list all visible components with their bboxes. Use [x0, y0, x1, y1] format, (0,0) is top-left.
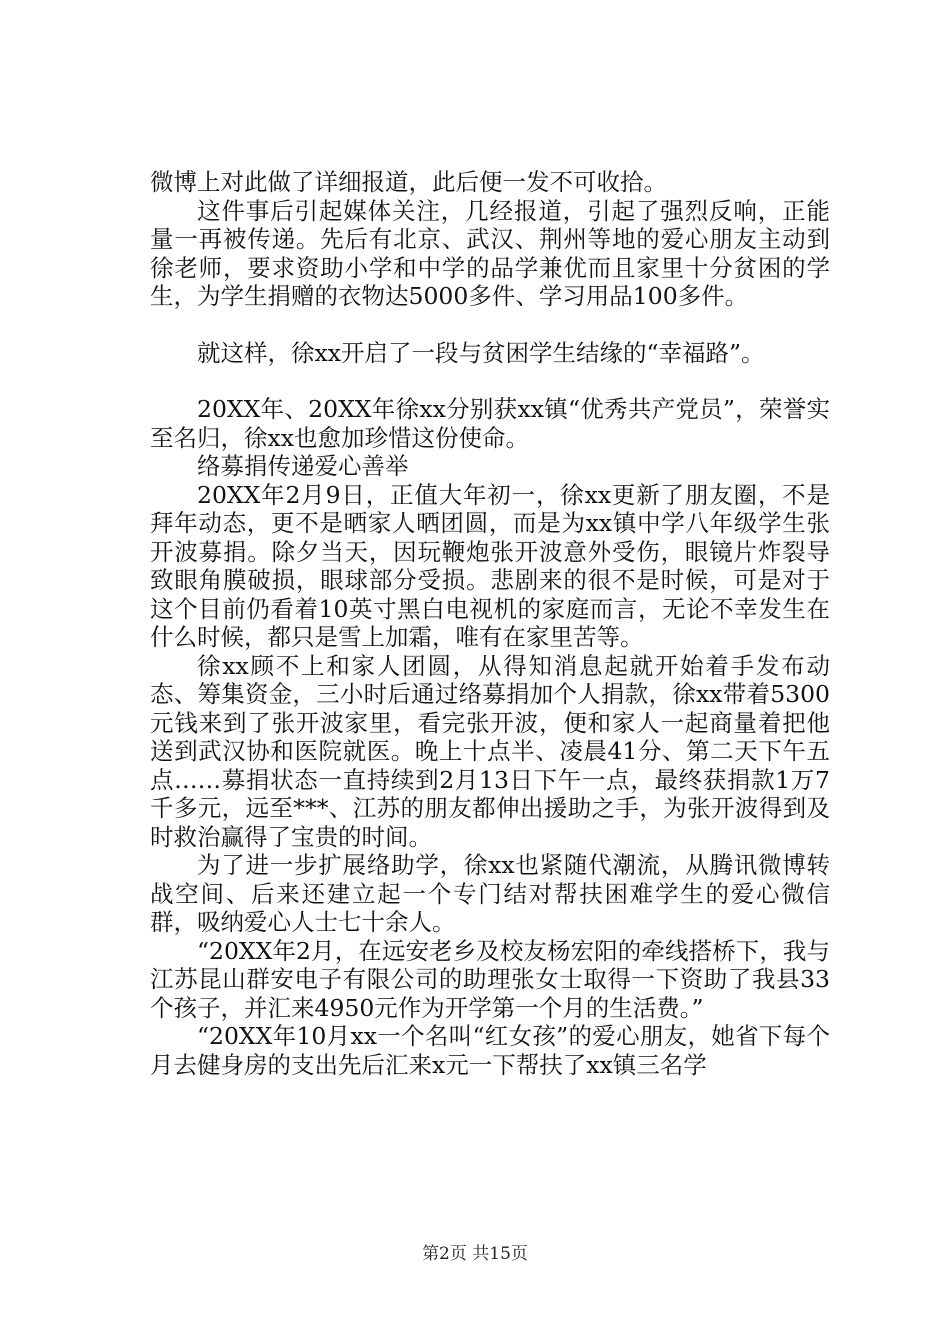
paragraph-fundraising: 20XX年2月9日，正值大年初一，徐xx更新了朋友圈，不是拜年动态，更不是晒家人晒团圆，而是为xx镇中学八年级学生张开波募捐。除夕当天，因玩鞭炮张开波意外受伤，眼镜片炸裂导致眼角膜破损，眼球部分受损。悲剧来的很不是时候，可是对于这个目前仍看着10英寸黑白电视机的家庭而言，无论不幸发生在什么时候，都只是雪上加霜，唯有在家里苦等。 [150, 480, 830, 651]
paragraph-happiness-road: 就这样，徐xx开启了一段与贫困学生结缘的“幸福路”。 [197, 338, 765, 367]
paragraph-quote-kunshan: “20XX年2月，在远安老乡及校友杨宏阳的牵线搭桥下，我与江苏昆山群安电子有限公司的助理张女士取得一下资助了我县33个孩子，并汇来4950元作为开学第一个月的生活费。” [150, 936, 830, 1022]
paragraph-donation-process: 徐xx顾不上和家人团圆，从得知消息起就开始着手发布动态、筹集资金，三小时后通过络募捐加个人捐款，徐xx带着5300元钱来到了张开波家里，看完张开波，便和家人一起商量着把他送到武汉协和医院就医。晚上十点半、凌晨41分、第二天下午五点……募捐状态一直持续到2月13日下午一点，最终获捐款1万7千多元，远至***、江苏的朋友都伸出援助之手，为张开波得到及时救治赢得了宝贵的时间。 [150, 651, 830, 851]
paragraph-wechat-group: 为了进一步扩展络助学，徐xx也紧随代潮流，从腾讯微博转战空间、后来还建立起一个专门结对帮扶困难学生的爱心微信群，吸纳爱心人士七十余人。 [150, 851, 830, 936]
paragraph-quote-red-girl: “20XX年10月xx一个名叫“红女孩”的爱心朋友，她省下每个月去健身房的支出先后汇来x元一下帮扶了xx镇三名学 [150, 1022, 830, 1079]
paragraph-continuation: 微博上对此做了详细报道，此后便一发不可收拾。 [150, 168, 667, 196]
page-number-footer: 第2页 共15页 [422, 1244, 528, 1264]
section-heading: 络募捐传递爱心善举 [197, 452, 409, 480]
document-body [150, 168, 830, 1079]
paragraph-media-attention: 这件事后引起媒体关注，几经报道，引起了强烈反响，正能量一再被传递。先后有北京、武汉、荆州等地的爱心朋友主动到徐老师，要求资助小学和中学的品学兼优而且家里十分贫困的学生，为学生捐赠的衣物达5000多件、学习用品100多件。 [150, 196, 830, 310]
paragraph-party-member-award: 20XX年、20XX年徐xx分别获xx镇“优秀共产党员”，荣誉实至名归，徐xx也愈加珍惜这份使命。 [150, 395, 830, 452]
